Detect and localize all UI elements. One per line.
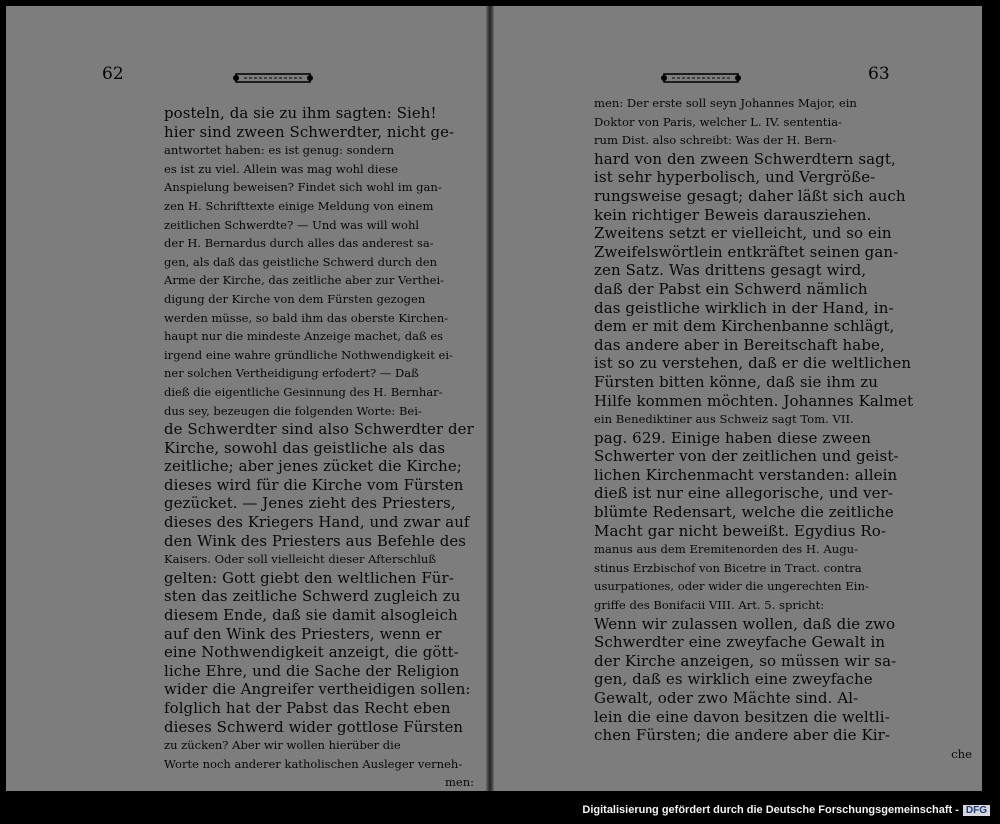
text-line: es ist zu viel. Allein was mag wohl diese — [164, 161, 399, 176]
text-line: das geistliche wirklich in der Hand, in- — [594, 298, 894, 317]
text-line: daß der Pabst ein Schwerd nämlich — [594, 279, 868, 298]
page-number: 63 — [868, 64, 890, 84]
text-line: Doktor von Paris, welcher L. IV. sententia- — [594, 114, 842, 129]
text-line: der H. Bernardus durch alles das anderest sa- — [164, 236, 434, 251]
text-line: digung der Kirche von dem Fürsten gezogen — [164, 291, 426, 306]
text-line: manus aus dem Eremitenorden des H. Augu- — [594, 542, 859, 557]
text-line: ist sehr hyperbolisch, und Vergröße- — [594, 168, 876, 187]
right-page-text — [594, 94, 972, 763]
text-line: men: Der erste soll seyn Johannes Major, ein — [594, 96, 857, 110]
text-line: Hilfe kommen möchten. Johannes Kalmet — [594, 391, 914, 410]
text-line: das andere aber in Bereitschaft habe, — [594, 335, 885, 354]
text-line: zen H. Schrifttexte einige Meldung von einem — [164, 198, 434, 213]
text-line: hier sind zween Schwerdter, nicht ge- — [164, 122, 455, 141]
text-line: chen Fürsten; die andere aber die Kir- — [594, 726, 891, 745]
text-line: Gewalt, oder zwo Mächte sind. Al- — [594, 689, 859, 707]
text-line: Wenn wir zulassen wollen, daß die zwo — [594, 614, 896, 633]
text-line: dem er mit dem Kirchenbanne schlägt, — [594, 317, 895, 336]
text-line: gen, daß es wirklich eine zweyfache — [594, 670, 873, 689]
text-line: ner solchen Vertheidigung erfodert? — Daß — [164, 366, 419, 381]
text-line: antwortet haben: es ist genug: sondern — [164, 143, 395, 158]
text-line: zen Satz. Was drittens gesagt wird, — [594, 261, 867, 280]
text-line: Fürsten bitten könne, daß sie ihm zu — [594, 372, 878, 391]
text-line: dus sey, bezeugen die folgenden Worte: Bei- — [164, 403, 422, 418]
text-line: folglich hat der Pabst das Recht eben — [164, 699, 451, 717]
text-line: sten das zeitliche Schwerd zugleich zu — [164, 587, 461, 606]
text-line: Schwerdter eine zweyfache Gewalt in — [594, 633, 886, 652]
left-page-text — [164, 104, 474, 791]
text-line: lichen Kirchenmacht verstanden: allein — [594, 465, 898, 484]
text-line: rungsweise gesagt; daher läßt sich auch — [594, 186, 906, 205]
right-page — [494, 6, 982, 791]
text-line: ein Benediktiner aus Schweiz sagt Tom. VII. — [594, 412, 854, 427]
text-line: pag. 629. Einige haben diese zween — [594, 428, 871, 447]
text-line: gen, als daß das geistliche Schwerd durch den — [164, 254, 438, 269]
text-line: rum Dist. also schreibt: Was der H. Bern- — [594, 133, 837, 148]
text-line: dieß die eigentliche Gesinnung des H. Bernhar- — [164, 384, 443, 399]
text-line: blümte Redensart, welche die zeitliche — [594, 503, 894, 522]
text-line: ist so zu verstehen, daß er die weltlichen — [594, 354, 912, 373]
text-line: Macht gar nicht beweißt. Egydius Ro- — [594, 521, 887, 540]
text-line: Anspielung beweisen? Findet sich wohl im gan- — [164, 180, 442, 195]
text-line: usurpationes, oder wider die ungerechten Ein- — [594, 579, 869, 594]
text-line: dieses wird für die Kirche vom Fürsten — [164, 475, 464, 494]
dfg-logo: DFG — [963, 805, 990, 816]
text-line: zeitlichen Schwerdte? — Und was will wohl — [164, 217, 420, 232]
book-gutter — [486, 6, 494, 791]
left-page — [6, 6, 486, 791]
text-line: hard von den zween Schwerdtern sagt, — [594, 149, 896, 168]
catchword: men: — [444, 775, 474, 790]
text-line: stinus Erzbischof von Bicetre in Tract. contra — [594, 560, 862, 575]
text-line: griffe des Bonifacii VIII. Art. 5. spricht: — [594, 598, 825, 613]
text-line: Worte noch anderer katholischen Ausleger verneh- — [164, 756, 463, 771]
text-line: Zweifelswörtlein entkräftet seinen gan- — [594, 242, 899, 261]
text-line: haupt nur die mindeste Anzeige machet, daß es — [164, 329, 444, 344]
text-line: Arme der Kirche, das zeitliche aber zur Verthei- — [164, 273, 445, 288]
text-line: gelten: Gott giebt den weltlichen Für- — [164, 568, 454, 587]
ornament-icon — [232, 70, 314, 86]
text-line: Schwerter von der zeitlichen und geist- — [594, 447, 899, 466]
text-line: Kaisers. Oder soll vielleicht dieser Afterschluß — [164, 552, 437, 567]
text-line: liche Ehre, und die Sache der Religion — [164, 661, 460, 680]
text-line: der Kirche anzeigen, so müssen wir sa- — [594, 651, 897, 670]
text-line: Kirche, sowohl das geistliche als das — [164, 438, 446, 457]
text-line: dieses Schwerd wider gottlose Fürsten — [164, 717, 464, 736]
footer-text: Digitalisierung gefördert durch die Deutsche Forschungsgemeinschaft - — [582, 804, 959, 816]
text-line: wider die Angreifer vertheidigen sollen: — [164, 680, 471, 699]
page-number: 62 — [102, 64, 124, 84]
text-line: irgend eine wahre gründliche Nothwendigkeit ei- — [164, 347, 453, 362]
text-line: lein die eine davon besitzen die weltli- — [594, 707, 890, 726]
text-line: de Schwerdter sind also Schwerdter der — [164, 420, 474, 439]
text-line: werden müsse, so bald ihm das oberste Kirchen- — [164, 310, 449, 325]
text-line: eine Nothwendigkeit anzeigt, die gött- — [164, 643, 459, 662]
text-line: gezücket. — Jenes zieht des Priesters, — [164, 494, 456, 513]
text-line: posteln, da sie zu ihm sagten: Sieh! — [164, 104, 437, 122]
text-line: diesem Ende, daß sie damit alsogleich — [164, 606, 458, 625]
catchword: che — [951, 746, 972, 761]
text-line: auf den Wink des Priesters, wenn er — [164, 624, 442, 643]
text-line: zu zücken? Aber wir wollen hierüber die — [164, 738, 401, 753]
text-line: den Wink des Priesters aus Befehle des — [164, 531, 467, 550]
footer-credit — [582, 804, 990, 816]
text-line: kein richtiger Beweis darausziehen. — [594, 205, 872, 224]
text-line: Zweitens setzt er vielleicht, und so ein — [594, 224, 892, 243]
text-line: dieß ist nur eine allegorische, und ver- — [594, 484, 894, 503]
ornament-icon — [660, 70, 742, 86]
text-line: dieses des Kriegers Hand, und zwar auf — [164, 513, 470, 532]
text-line: zeitliche; aber jenes zücket die Kirche; — [164, 457, 462, 476]
